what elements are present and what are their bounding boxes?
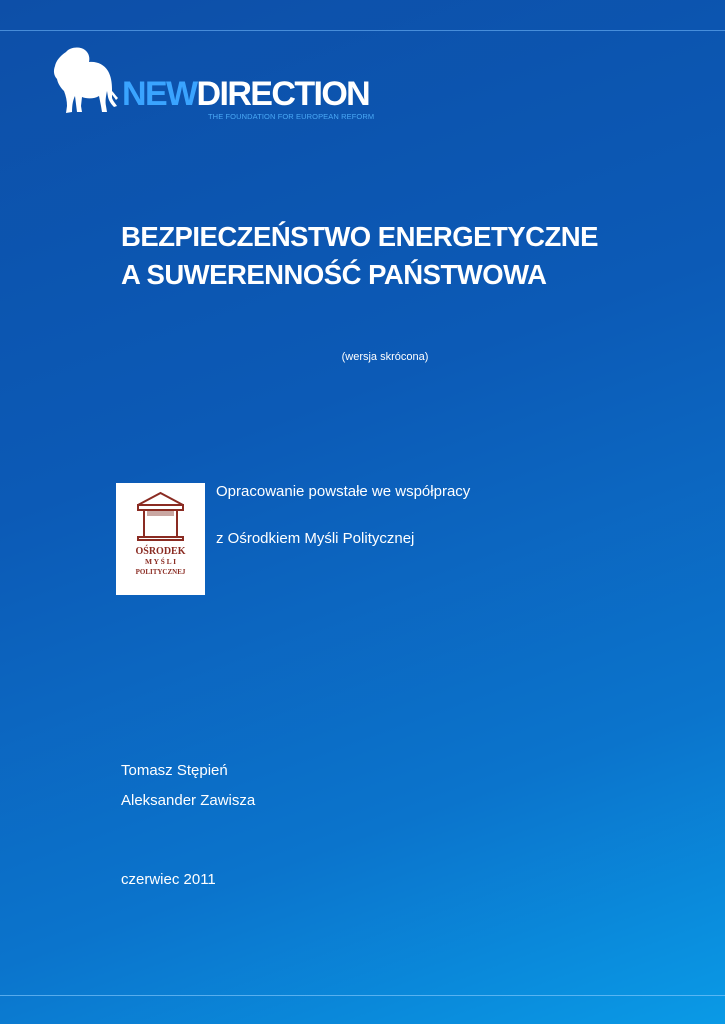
- title-line-1: BEZPIECZEŃSTWO ENERGETYCZNE: [121, 221, 598, 252]
- author-2: Aleksander Zawisza: [121, 792, 256, 809]
- partner-logo-graphic: [116, 483, 205, 595]
- new-direction-logo: [52, 46, 412, 120]
- author-1: Tomasz Stępień: [121, 762, 228, 779]
- bottom-rule: [0, 995, 725, 996]
- partner-logo-line-2: M Y Ś L I: [144, 557, 177, 566]
- document-title: [121, 218, 711, 294]
- brand-word-direction: DIRECTION: [196, 75, 370, 113]
- partner-logo-line-1: OŚRODEK: [135, 546, 186, 557]
- title-line-2: A SUWERENNOŚĆ PAŃSTWOWA: [121, 259, 547, 290]
- cooperation-line-2: z Ośrodkiem Myśli Politycznej: [216, 530, 415, 547]
- brand-wordmark: [122, 76, 369, 112]
- publication-date: czerwiec 2011: [121, 871, 216, 888]
- top-rule: [0, 30, 725, 31]
- partner-logo-line-3: POLITYCZNEJ: [135, 568, 186, 576]
- osrodek-mysli-politycznej-logo: [116, 483, 205, 595]
- brand-word-new: NEW: [122, 75, 197, 113]
- cooperation-line-1: Opracowanie powstałe we współpracy: [216, 483, 471, 500]
- lion-icon: [52, 46, 118, 116]
- brand-tagline: THE FOUNDATION FOR EUROPEAN REFORM: [208, 112, 375, 121]
- document-subtitle: (wersja skrócona): [341, 351, 429, 363]
